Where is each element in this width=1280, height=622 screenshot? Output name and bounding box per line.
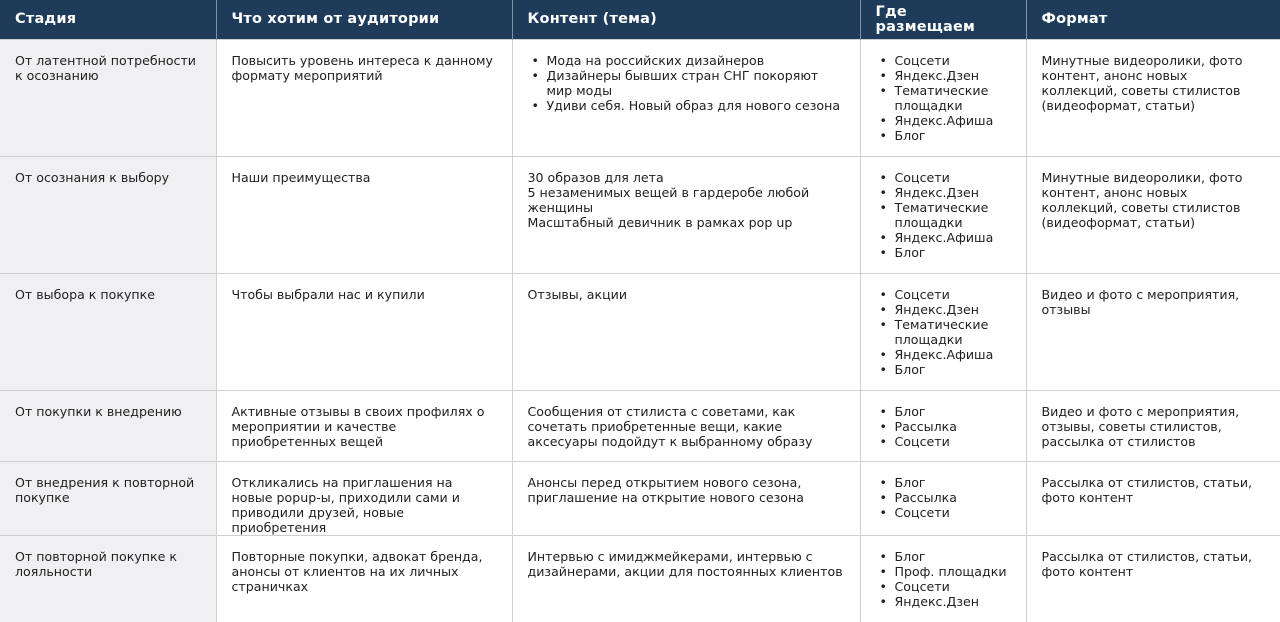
table-row [0, 274, 1280, 391]
content-line: 5 незаменимых вещей в гардеробе любой женщины [528, 185, 845, 215]
table-row [0, 157, 1280, 274]
places-cell [860, 157, 1026, 274]
place-item: • Рассылка [895, 490, 1011, 505]
places-list [876, 170, 1011, 260]
places-list [876, 53, 1011, 143]
place-item: • Яндекс.Дзен [895, 185, 1011, 200]
place-item: • Соцсети [895, 579, 1011, 594]
places-list [876, 475, 1011, 520]
place-item: • Яндекс.Дзен [895, 68, 1011, 83]
place-item: • Соцсети [895, 170, 1011, 185]
content-line: Масштабный девичник в рамках pop up [528, 215, 845, 230]
places-cell [860, 391, 1026, 462]
content-cell: Анонсы перед открытием нового сезона, приглашение на открытие нового сезона [512, 462, 860, 536]
content-cell: Интервью с имиджмейкерами, интервью с дизайнерами, акции для постоянных клиентов [512, 536, 860, 622]
place-item: • Блог [895, 549, 1011, 564]
format-cell: Видео и фото с мероприятия, отзывы [1026, 274, 1280, 391]
header-stage: Стадия [0, 0, 216, 40]
format-cell: Минутные видеоролики, фото контент, анонс новых коллекций, советы стилистов (видеоформат, статьи) [1026, 40, 1280, 157]
places-list [876, 549, 1011, 609]
header-content: Контент (тема) [512, 0, 860, 40]
goal-cell: Чтобы выбрали нас и купили [216, 274, 512, 391]
place-item: • Рассылка [895, 419, 1011, 434]
place-item: • Яндекс.Афиша [895, 113, 1011, 128]
places-cell [860, 40, 1026, 157]
format-cell: Рассылка от стилистов, статьи, фото контент [1026, 462, 1280, 536]
place-item: • Блог [895, 245, 1011, 260]
goal-cell: Повысить уровень интереса к данному формату мероприятий [216, 40, 512, 157]
places-cell [860, 536, 1026, 622]
places-list [876, 287, 1011, 377]
place-item: • Тематические площадки [895, 83, 1011, 113]
place-item: • Соцсети [895, 505, 1011, 520]
place-item: • Яндекс.Афиша [895, 230, 1011, 245]
place-item: • Блог [895, 404, 1011, 419]
place-item: • Соцсети [895, 434, 1011, 449]
content-cell: Сообщения от стилиста с советами, как сочетать приобретенные вещи, какие аксесуары подойдут к выбранному образу [512, 391, 860, 462]
stage-cell: От осознания к выбору [0, 157, 216, 274]
header-format: Формат [1026, 0, 1280, 40]
place-item: • Блог [895, 475, 1011, 490]
places-cell [860, 274, 1026, 391]
place-item: • Тематические площадки [895, 200, 1011, 230]
place-item: • Соцсети [895, 53, 1011, 68]
content-cell [512, 40, 860, 157]
content-cell [512, 157, 860, 274]
table-row [0, 462, 1280, 536]
place-item: • Проф. площадки [895, 564, 1011, 579]
place-item: • Яндекс.Афиша [895, 347, 1011, 362]
place-item: • Яндекс.Дзен [895, 302, 1011, 317]
content-list-item: • Удиви себя. Новый образ для нового сезона [547, 98, 845, 113]
place-item: • Яндекс.Дзен [895, 594, 1011, 609]
table-row [0, 391, 1280, 462]
goal-cell: Повторные покупки, адвокат бренда, анонсы от клиентов на их личных страничках [216, 536, 512, 622]
format-cell: Минутные видеоролики, фото контент, анонс новых коллекций, советы стилистов (видеоформат, статьи) [1026, 157, 1280, 274]
content-cell: Отзывы, акции [512, 274, 860, 391]
content-list [528, 53, 845, 113]
places-list [876, 404, 1011, 449]
content-list-item: • Дизайнеры бывших стран СНГ покоряют мир моды [547, 68, 845, 98]
header-places: Где размещаем [860, 0, 1026, 40]
content-line: 30 образов для лета [528, 170, 845, 185]
header-row [0, 0, 1280, 40]
table-row [0, 536, 1280, 622]
places-cell [860, 462, 1026, 536]
stage-cell: От латентной потребности к осознанию [0, 40, 216, 157]
stage-cell: От выбора к покупке [0, 274, 216, 391]
format-cell: Видео и фото с мероприятия, отзывы, советы стилистов, рассылка от стилистов [1026, 391, 1280, 462]
place-item: • Блог [895, 362, 1011, 377]
goal-cell: Откликались на приглашения на новые popup-ы, приходили сами и приводили друзей, новые приобретения [216, 462, 512, 536]
place-item: • Тематические площадки [895, 317, 1011, 347]
place-item: • Соцсети [895, 287, 1011, 302]
content-list-item: • Мода на российских дизайнеров [547, 53, 845, 68]
format-cell: Рассылка от стилистов, статьи, фото контент [1026, 536, 1280, 622]
stage-cell: От внедрения к повторной покупке [0, 462, 216, 536]
goal-cell: Активные отзывы в своих профилях о мероприятии и качестве приобретенных вещей [216, 391, 512, 462]
table-row [0, 40, 1280, 157]
stage-cell: От покупки к внедрению [0, 391, 216, 462]
goal-cell: Наши преимущества [216, 157, 512, 274]
stage-cell: От повторной покупке к лояльности [0, 536, 216, 622]
header-goal: Что хотим от аудитории [216, 0, 512, 40]
place-item: • Блог [895, 128, 1011, 143]
